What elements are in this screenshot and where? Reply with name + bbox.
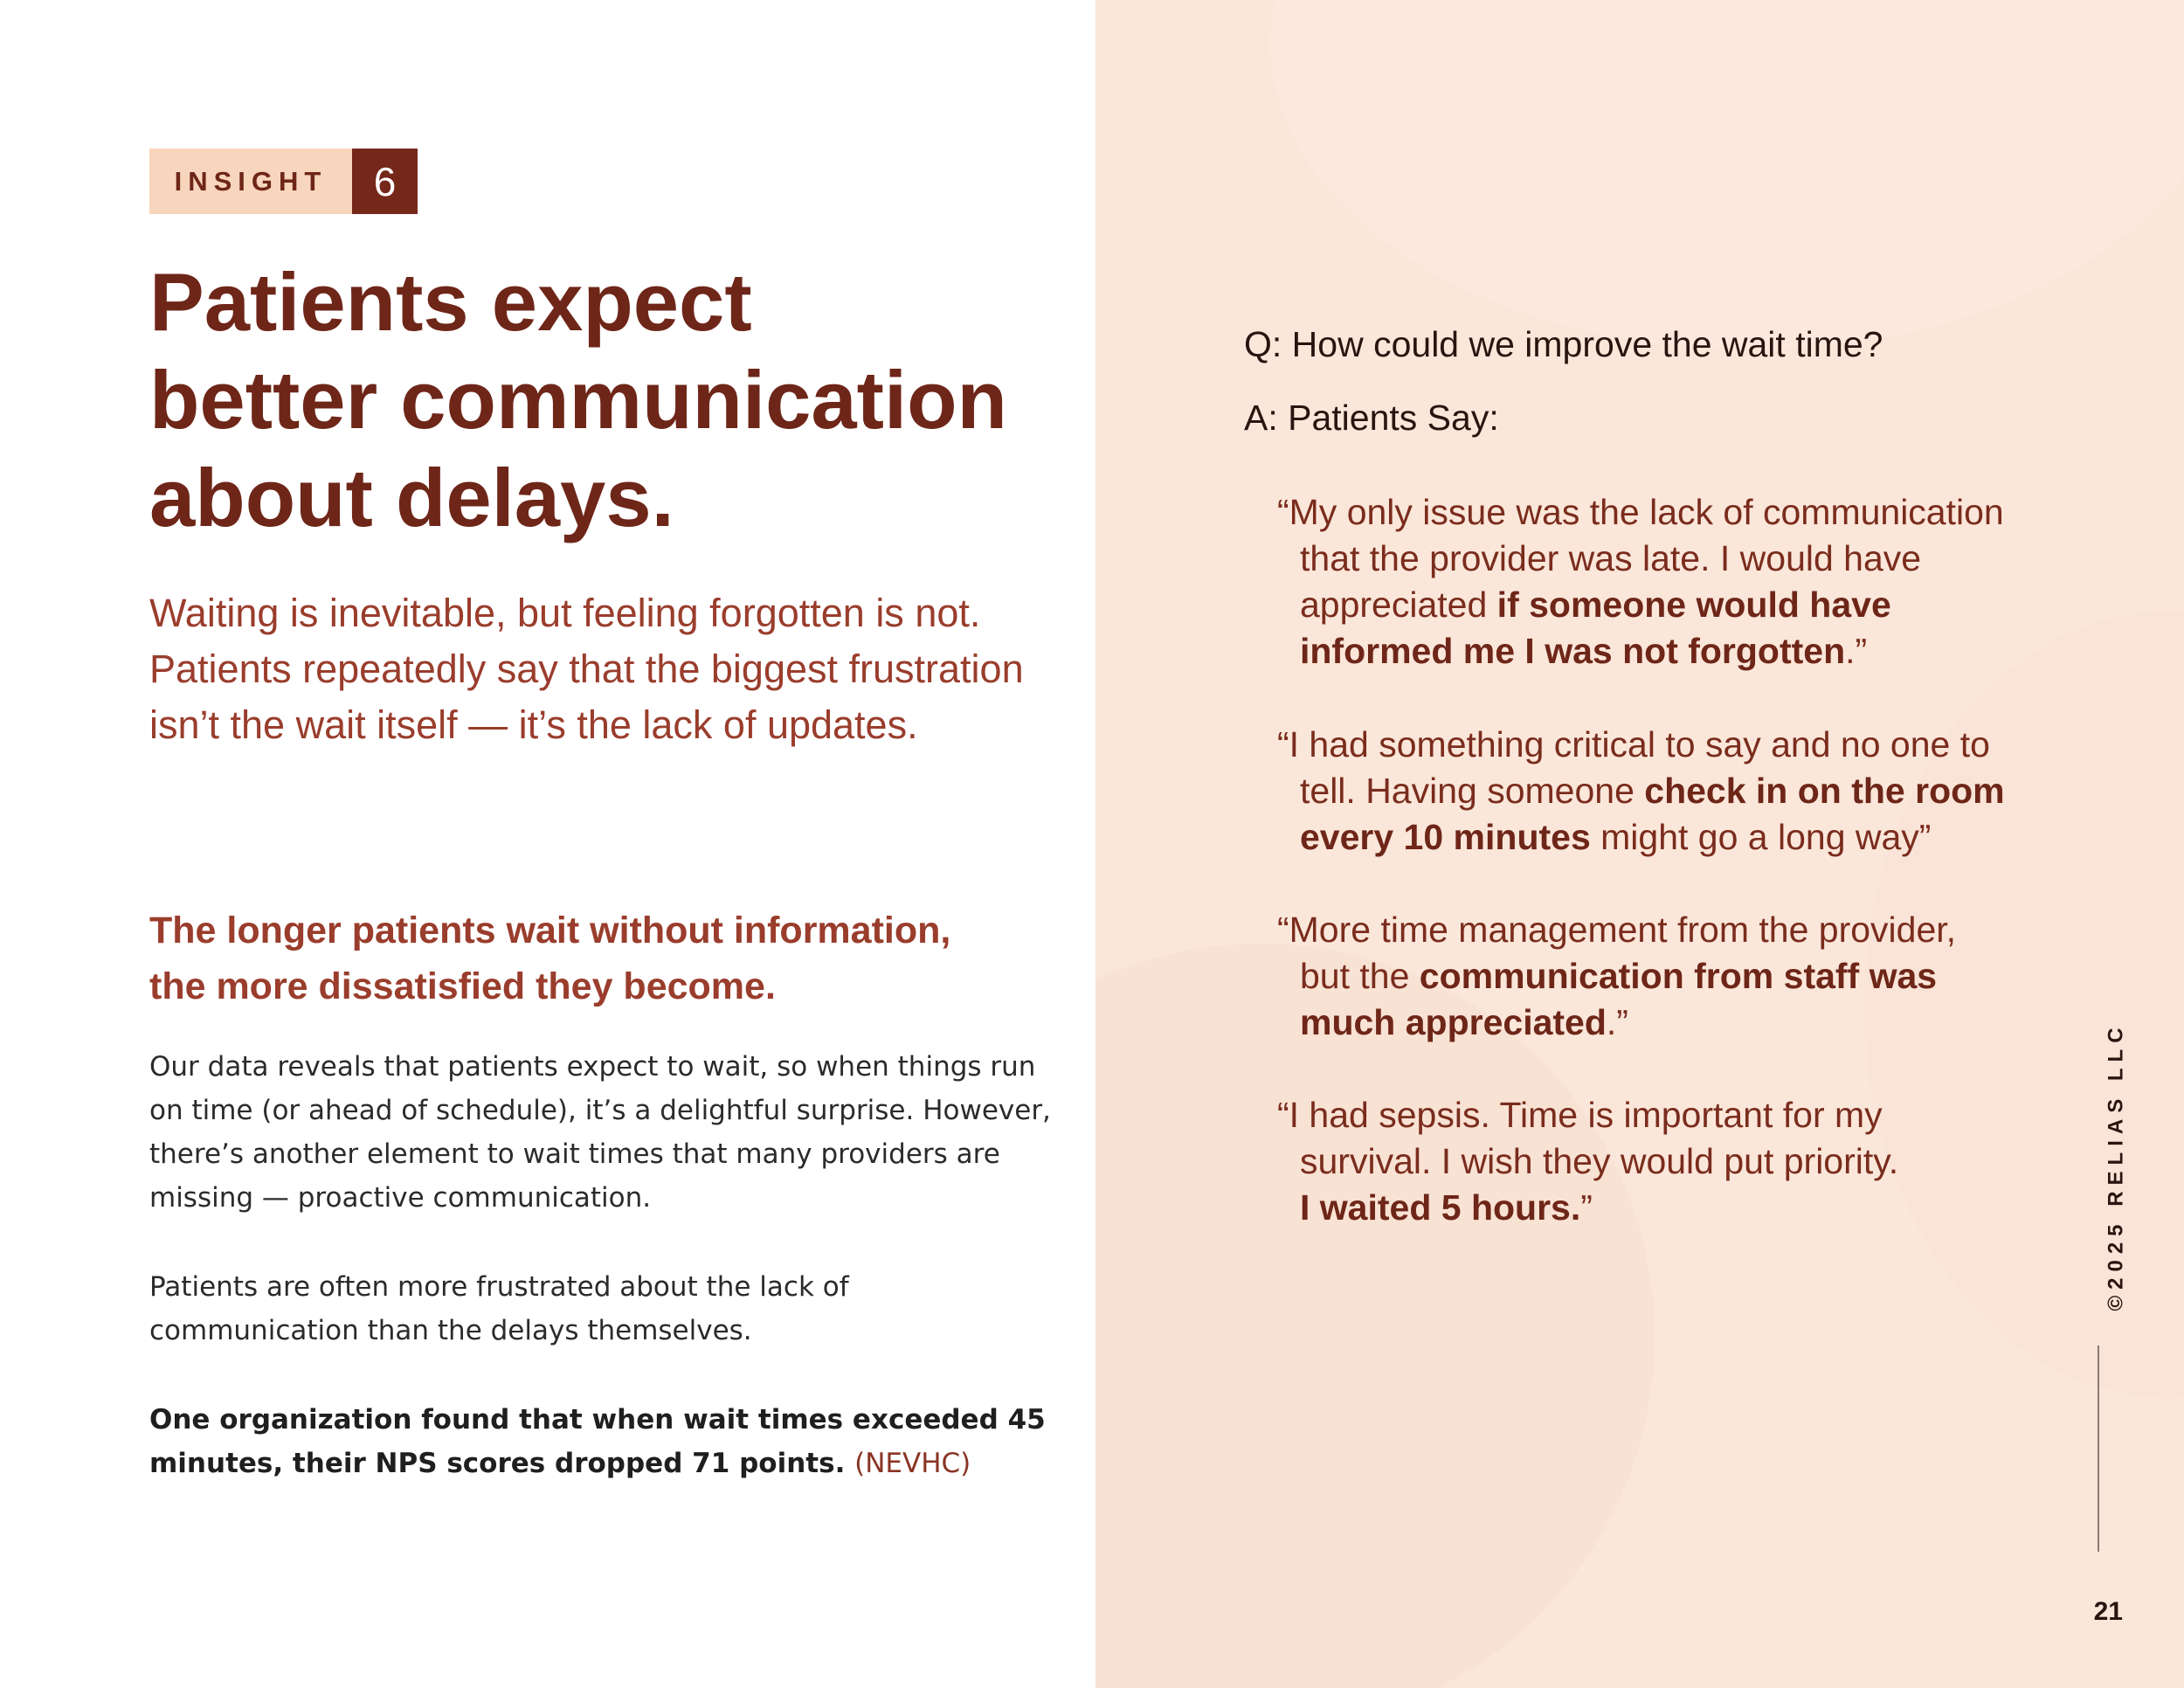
quote-line: [1277, 953, 2046, 1000]
quote-line: “I had sepsis. Time is important for my: [1277, 1095, 1883, 1135]
quote-line: [1277, 582, 2046, 628]
insight-badge: [149, 149, 418, 214]
quote-text: but the: [1300, 956, 1420, 996]
quote-emphasis: much appreciated: [1300, 1002, 1607, 1042]
quote-line: “My only issue was the lack of communication: [1277, 492, 2004, 532]
quote-text: tell. Having someone: [1300, 771, 1645, 811]
paragraph-line: there’s another element to wait times that many providers are: [149, 1138, 1000, 1170]
paragraph-line: One organization found that when wait times exceeded 45: [149, 1404, 1046, 1435]
insight-label: INSIGHT: [149, 149, 352, 214]
copyright-text: ©2025 RELIAS LLC: [2105, 1021, 2129, 1311]
quote-text: appreciated: [1300, 585, 1497, 625]
patient-quote: [1277, 722, 2046, 861]
paragraph-line: Our data reveals that patients expect to wait, so when things run: [149, 1051, 1036, 1083]
quote-line: that the provider was late. I would have: [1300, 538, 1922, 578]
patient-quote: [1277, 1092, 2046, 1231]
quote-text: might go a long way”: [1590, 817, 1932, 857]
subheading-line: the more dissatisfied they become.: [149, 965, 776, 1007]
quote-emphasis: I waited 5 hours.: [1300, 1187, 1581, 1228]
quote-line: “More time management from the provider,: [1277, 910, 1957, 950]
page-number: 21: [2093, 1597, 2123, 1626]
stat-text: minutes, their NPS scores dropped 71 points.: [149, 1448, 846, 1479]
title-line: better communication: [149, 354, 1007, 446]
question-text: Q: How could we improve the wait time?: [1244, 324, 1883, 364]
page-title: [149, 253, 1075, 547]
answer-label: A: Patients Say:: [1244, 398, 1499, 438]
patient-quote: [1277, 907, 2046, 1046]
quote-line: [1277, 628, 2046, 675]
body-paragraph: [149, 1265, 1075, 1352]
subheading-line: The longer patients wait without information,: [149, 910, 951, 951]
quote-text: ”: [1580, 1187, 1593, 1228]
paragraph-line: communication than the delays themselves.: [149, 1315, 752, 1346]
quote-line: [1277, 1000, 2046, 1046]
quote-emphasis: check in on the room: [1644, 771, 2005, 811]
quote-emphasis: informed me I was not forgotten: [1300, 631, 1846, 671]
quote-line: [1277, 768, 2046, 814]
intro-line: isn’t the wait itself — it’s the lack of updates.: [149, 702, 918, 747]
section-subheading: [149, 903, 1075, 1014]
quote-line: survival. I wish they would put priority.: [1300, 1141, 1899, 1181]
paragraph-line: [149, 1442, 1075, 1485]
intro-line: Patients repeatedly say that the biggest frustration: [149, 647, 1024, 691]
insight-number: 6: [352, 149, 418, 214]
source-citation: (NEVHC): [854, 1448, 971, 1479]
quote-line: [1277, 814, 2046, 861]
stat-callout: [149, 1398, 1075, 1485]
title-line: Patients expect: [149, 256, 752, 348]
quote-text: .”: [1606, 1002, 1628, 1042]
paragraph-line: Patients are often more frustrated about the lack of: [149, 1271, 849, 1303]
patient-quote: [1277, 489, 2046, 675]
paragraph-line: on time (or ahead of schedule), it’s a delightful surprise. However,: [149, 1095, 1051, 1126]
intro-text: [149, 585, 1075, 753]
quote-line: [1277, 1185, 2046, 1231]
quote-line: “I had something critical to say and no one to: [1277, 724, 1990, 764]
quote-emphasis: communication from staff was: [1419, 956, 1938, 996]
background-shape: [1270, 0, 2184, 349]
paragraph-line: missing — proactive communication.: [149, 1182, 652, 1214]
divider: [2098, 1346, 2099, 1552]
quote-emphasis: every 10 minutes: [1300, 817, 1591, 857]
copyright-notice: [2099, 1021, 2134, 1311]
title-line: about delays.: [149, 452, 674, 543]
background-shape: [1095, 944, 1655, 1688]
quote-text: .”: [1845, 631, 1868, 671]
quote-emphasis: if someone would have: [1496, 585, 1891, 625]
intro-line: Waiting is inevitable, but feeling forgotten is not.: [149, 591, 981, 635]
body-paragraph: [149, 1045, 1075, 1220]
